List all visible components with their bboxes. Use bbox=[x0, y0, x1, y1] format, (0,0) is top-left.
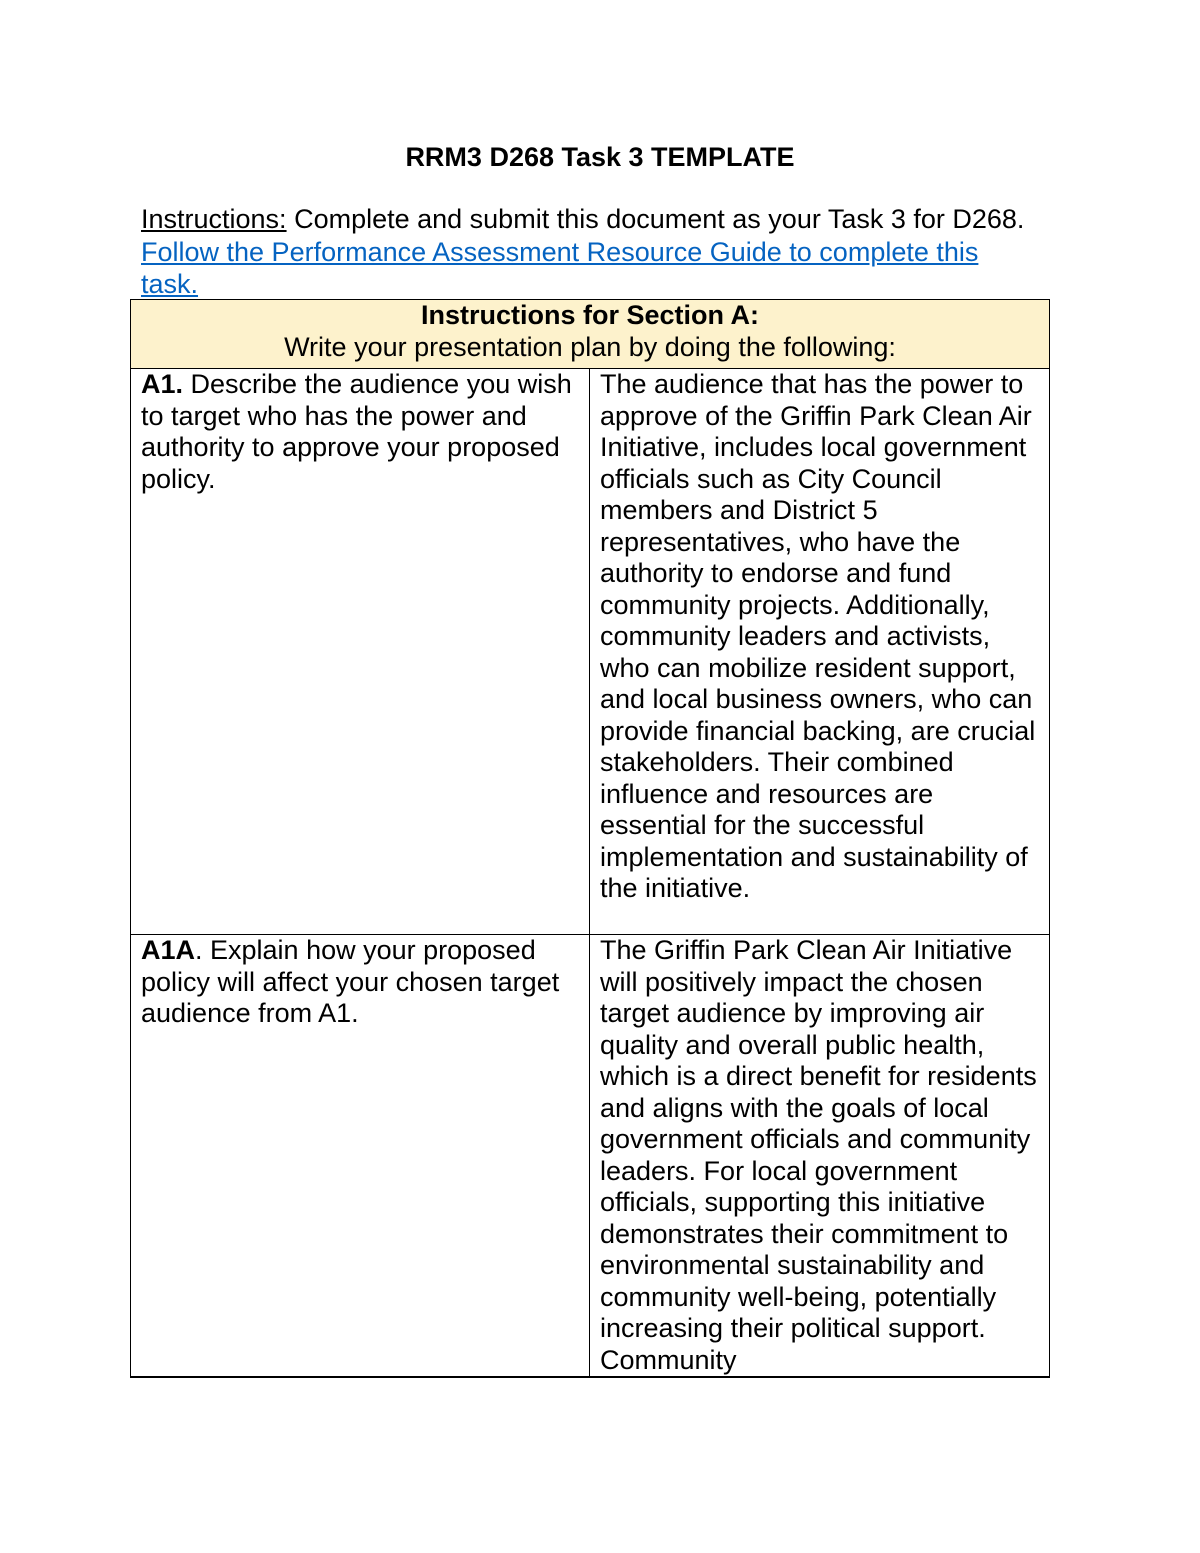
instructions-label: Instructions: bbox=[141, 204, 287, 234]
question-cell bbox=[131, 935, 590, 1378]
question-prompt: Describe the audience you wish to target who has the power and authority to approve your proposed policy. bbox=[141, 369, 572, 494]
response-text: The Griffin Park Clean Air Initiative will positively impact the chosen target audience by improving air quality and overall public health, which is a direct benefit for residents and aligns with the goals of local government officials and community leaders. For local government officials, supporting this initiative demonstrates their commitment to environmental sustainability and community well-being, potentially increasing their political support. Community bbox=[600, 935, 1037, 1375]
table-row bbox=[131, 369, 1050, 935]
section-a-table bbox=[130, 299, 1050, 1378]
question-prompt: . Explain how your proposed policy will affect your chosen target audience from A1. bbox=[141, 935, 560, 1028]
response-cell[interactable] bbox=[590, 935, 1050, 1378]
instructions-paragraph bbox=[141, 203, 1031, 301]
question-code: A1A bbox=[141, 935, 196, 965]
section-header-subtitle: Write your presentation plan by doing the following: bbox=[284, 331, 896, 362]
table-row bbox=[131, 935, 1050, 1378]
section-header-row bbox=[131, 300, 1050, 369]
section-header-cell bbox=[131, 300, 1050, 369]
document-title: RRM3 D268 Task 3 TEMPLATE bbox=[405, 142, 795, 172]
response-text: The audience that has the power to approve of the Griffin Park Clean Air Initiative, includes local government officials such as City Council members and District 5 representatives, who have the authority to endorse and fund community projects. Additionally, community leaders and activists, who can mobilize resident support, and local business owners, who can provide financial backing, are crucial stakeholders. Their combined influence and resources are essential for the successful implementation and sustainability of the initiative. bbox=[600, 369, 1036, 903]
question-code: A1. bbox=[141, 369, 184, 399]
section-header-title: Instructions for Section A: bbox=[420, 300, 759, 330]
response-cell[interactable] bbox=[590, 369, 1050, 935]
instructions-text: Complete and submit this document as your Task 3 for D268. bbox=[286, 204, 1025, 234]
question-cell bbox=[131, 369, 590, 935]
resource-guide-link[interactable]: Follow the Performance Assessment Resource Guide to complete this task. bbox=[141, 236, 979, 299]
